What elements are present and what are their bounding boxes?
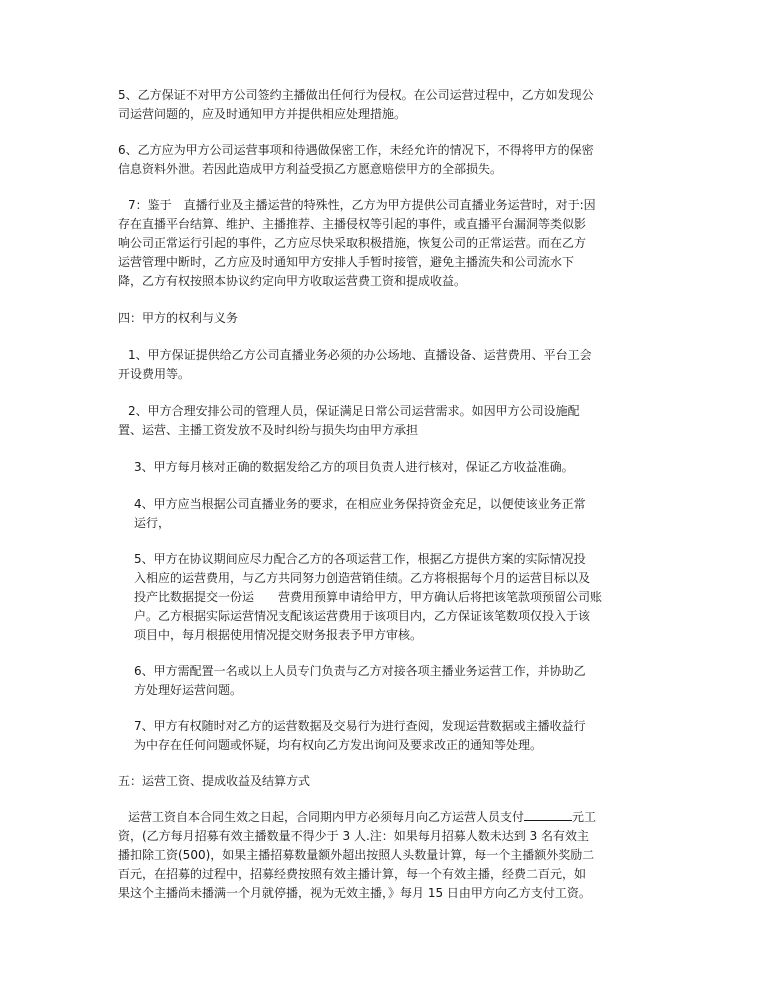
text-line: [128, 809, 596, 826]
text-line: 百元，在招募的过程中，招募经费按照有效主播计算，每一个有效主播，经费二百元，如: [118, 867, 587, 881]
text-line: 存在直播平台结算、维护、主播推荐、主播侵权等引起的事件，或直播平台漏洞等类似影: [118, 217, 587, 231]
text-line: 司运营问题的，应及时通知甲方并提供相应处理措施。: [118, 107, 407, 121]
text-line: 7：鉴于 直播行业及主播运营的特殊性，乙方为甲方提供公司直播业务运营时，对于:因: [128, 198, 596, 212]
text-line: 响公司正常运行引起的事件，乙方应尽快采取积极措施，恢复公司的正常运营。而在乙方: [118, 236, 587, 250]
text-line: 果这个主播尚未播满一个月就停播，视为无效主播，》每月 15 日由甲方向乙方支付工资。: [118, 886, 591, 900]
text-segment: 元工: [572, 810, 597, 824]
text-line: 降，乙方有权按照本协议约定向甲方收取运营费工资和提成收益。: [118, 274, 467, 288]
text-line: 7、甲方有权随时对乙方的运营数据及交易行为进行查阅，发现运营数据或主播收益行: [134, 719, 586, 733]
text-line: 运营管理中断时，乙方应及时通知甲方安排人手暂时接管，避免主播流失和公司流水下: [118, 255, 575, 269]
text-line: 5、甲方在协议期间应尽力配合乙方的各项运营工作，根据乙方提供方案的实际情况投: [134, 552, 586, 566]
text-line: 投产比数据提交一份运 营费用预算申请给甲方，甲方确认后将把该笔款项预留公司账: [134, 590, 603, 604]
section-heading: 四：甲方的权利与义务: [118, 311, 239, 325]
fill-in-blank: [524, 809, 572, 821]
text-line: 项目中，每月根据使用情况提交财务报表予甲方审核。: [134, 628, 423, 642]
text-line: 入相应的运营费用，与乙方共同努力创造营销佳绩。乙方将根据每个月的运营目标以及: [134, 571, 591, 585]
text-line: 1、甲方保证提供给乙方公司直播业务必须的办公场地、直播设备、运营费用、平台工会: [128, 348, 592, 362]
text-line: 户。乙方根据实际运营情况支配该运营费用于该项目内，乙方保证该笔数项仅投入于该: [134, 609, 591, 623]
text-line: 2、甲方合理安排公司的管理人员，保证满足日常公司运营需求。如因甲方公司设施配: [128, 404, 580, 418]
section-heading: 五：运营工资、提成收益及结算方式: [118, 774, 311, 788]
text-line: 6、甲方需配置一名或以上人员专门负责与乙方对接各项主播业务运营工作，并协助乙: [134, 664, 586, 678]
text-line: 开设费用等。: [118, 367, 191, 381]
text-line: 方处理好运营问题。: [134, 683, 243, 697]
text-line: 运行，: [134, 516, 171, 530]
text-line: 5、乙方保证不对甲方公司签约主播做出任何行为侵权。在公司运营过程中，乙方如发现公: [118, 88, 594, 102]
text-line: 4、甲方应当根据公司直播业务的要求，在相应业务保持资金充足，以便使该业务正常: [134, 497, 586, 511]
text-line: 置、运营、主播工资发放不及时纠纷与损失均由甲方承担: [118, 423, 419, 437]
text-line: 为中存在任何问题或怀疑，均有权向乙方发出询问及要求改正的通知等处理。: [134, 738, 543, 752]
text-line: 6、乙方应为甲方公司运营事项和待遇做保密工作，未经允许的情况下，不得将甲方的保密: [118, 143, 594, 157]
text-line: 资，(乙方每月招募有效主播数量不得少于 3 人.注：如果每月招募人数未达到 3 名有效主: [118, 829, 590, 843]
text-segment: 运营工资自本合同生效之日起，合同期内甲方必须每月向乙方运营人员支付: [128, 810, 525, 824]
text-line: 3、甲方每月核对正确的数据发给乙方的项目负责人进行核对，保证乙方收益准确。: [134, 460, 574, 474]
text-line: 播扣除工资(500)，如果主播招募数量额外超出按照人头数量计算，每一个主播额外奖励二: [118, 848, 595, 862]
text-line: 信息资料外泄。若因此造成甲方利益受损乙方愿意赔偿甲方的全部损失。: [118, 162, 503, 176]
